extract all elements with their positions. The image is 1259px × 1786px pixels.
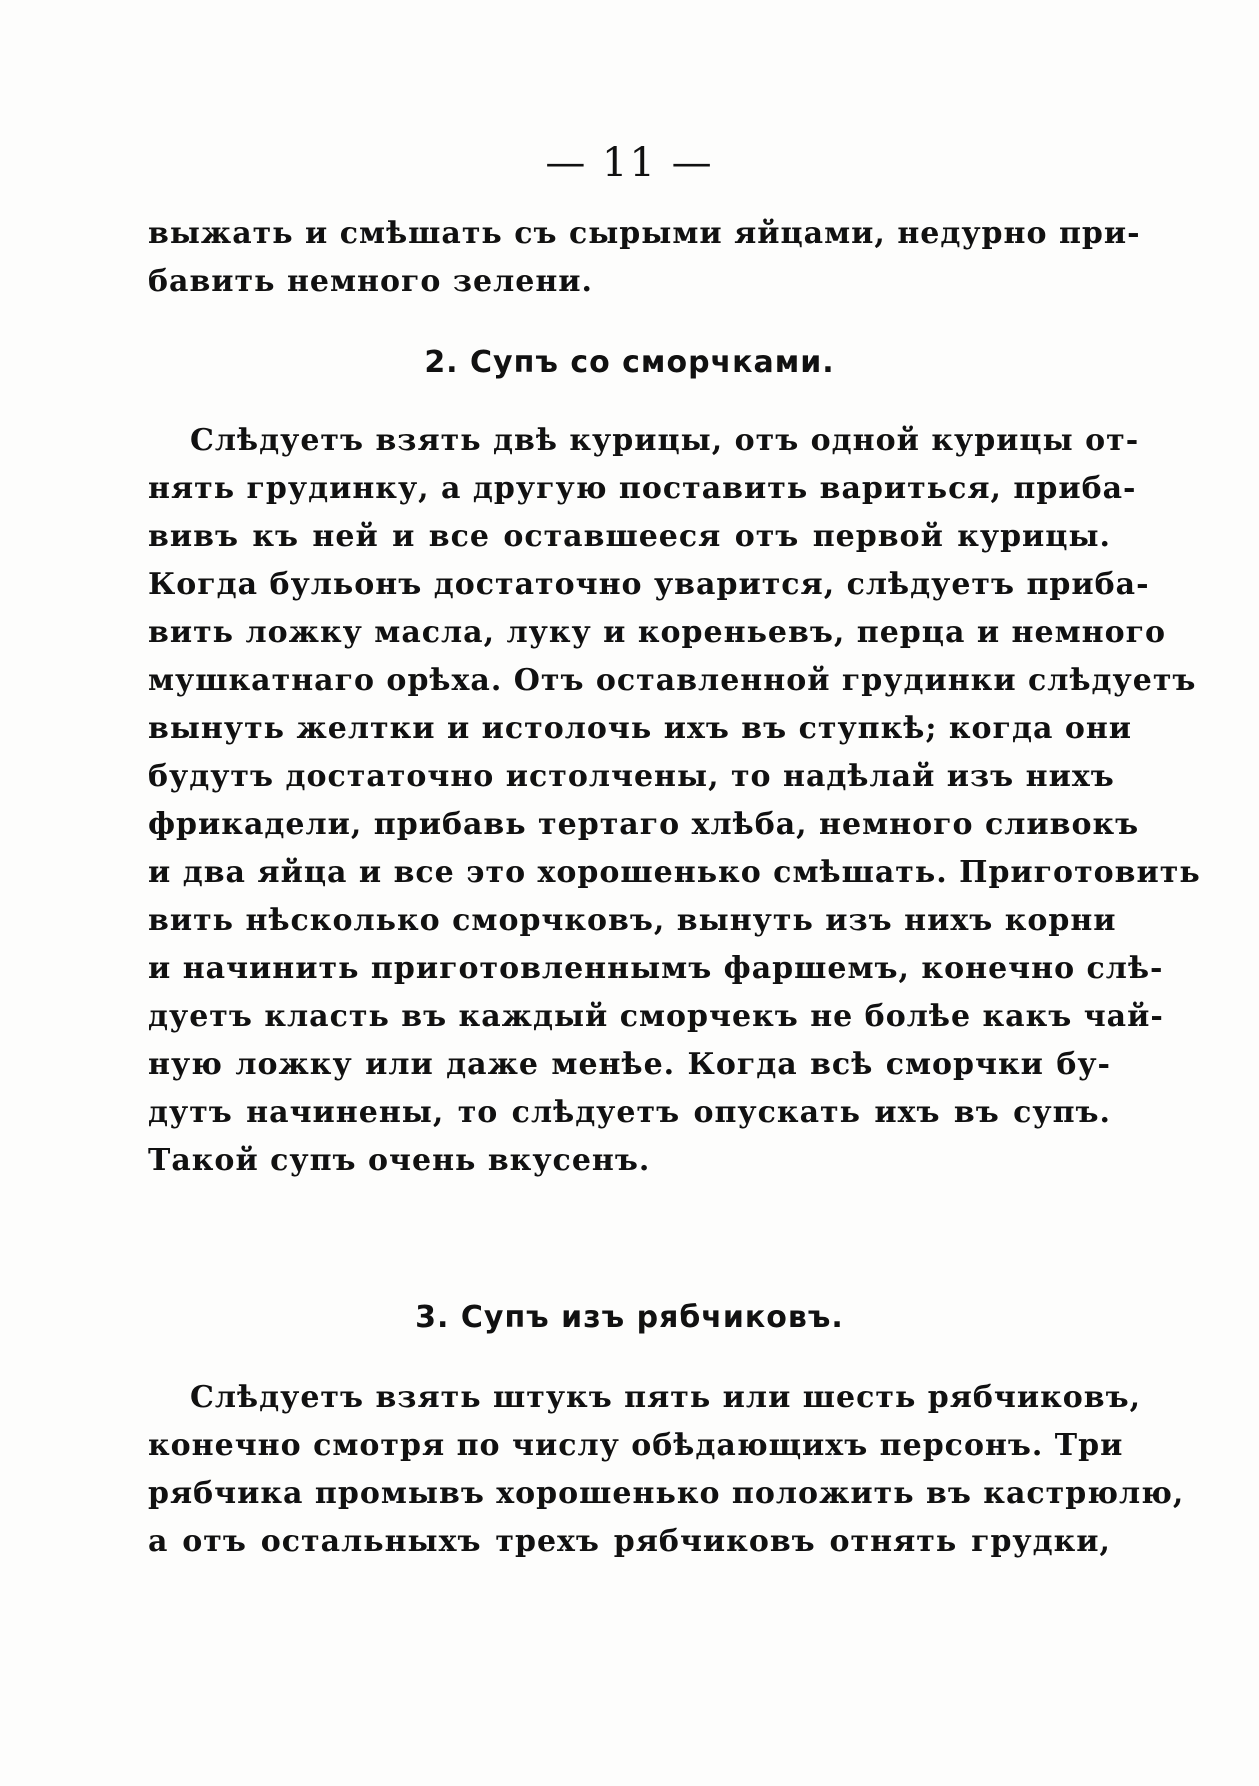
- text-line: Когда бульонъ достаточно уварится, слѣдуетъ приба-: [148, 567, 1150, 602]
- section-3-paragraph: [148, 1374, 1185, 1566]
- section-2-paragraph: [148, 417, 1201, 1185]
- text-line: вить нѣсколько сморчковъ, вынуть изъ нихъ корни: [148, 903, 1117, 938]
- page-number: — 11 —: [545, 140, 714, 186]
- text-line: вынуть желтки и истолочь ихъ въ ступкѣ; когда они: [148, 711, 1133, 746]
- text-line: вить ложку масла, луку и кореньевъ, перца и немного: [148, 615, 1166, 650]
- text-line: а отъ остальныхъ трехъ рябчиковъ отнять грудки,: [148, 1524, 1111, 1559]
- text-line: рябчика промывъ хорошенько положить въ кастрюлю,: [148, 1476, 1185, 1511]
- text-line: фрикадели, прибавь тертаго хлѣба, немного сливокъ: [148, 807, 1140, 842]
- text-line: и начинить приготовленнымъ фаршемъ, конечно слѣ-: [148, 951, 1164, 986]
- text-line: дутъ начинены, то слѣдуетъ опускать ихъ въ супъ.: [148, 1095, 1111, 1130]
- text-line: ную ложку или даже менѣе. Когда всѣ сморчки бу-: [148, 1047, 1111, 1082]
- text-line: будутъ достаточно истолчены, то надѣлай изъ нихъ: [148, 759, 1115, 794]
- text-line: мушкатнаго орѣха. Отъ оставленной грудинки слѣдуетъ: [148, 663, 1197, 698]
- intro-paragraph: [148, 210, 1141, 306]
- section-heading: 2. Супъ со сморчками.: [424, 345, 835, 380]
- text-line: выжать и смѣшать съ сырыми яйцами, недурно при-: [148, 216, 1141, 251]
- text-line: бавить немного зелени.: [148, 264, 593, 299]
- text-line: нять грудинку, а другую поставить вариться, приба-: [148, 471, 1137, 506]
- text-line: вивъ къ ней и все оставшееся отъ первой курицы.: [148, 519, 1111, 554]
- text-line: дуетъ класть въ каждый сморчекъ не болѣе какъ чай-: [148, 999, 1164, 1034]
- text-line: конечно смотря по числу обѣдающихъ персонъ. Три: [148, 1428, 1124, 1463]
- section-heading: 3. Супъ изъ рябчиковъ.: [415, 1300, 844, 1335]
- text-line: Слѣдуетъ взять двѣ курицы, отъ одной курицы от-: [190, 423, 1140, 458]
- text-line: Такой супъ очень вкусенъ.: [148, 1143, 651, 1178]
- text-line: Слѣдуетъ взять штукъ пять или шесть рябчиковъ,: [190, 1380, 1142, 1415]
- text-line: и два яйца и все это хорошенько смѣшать. Приготовить: [148, 855, 1201, 890]
